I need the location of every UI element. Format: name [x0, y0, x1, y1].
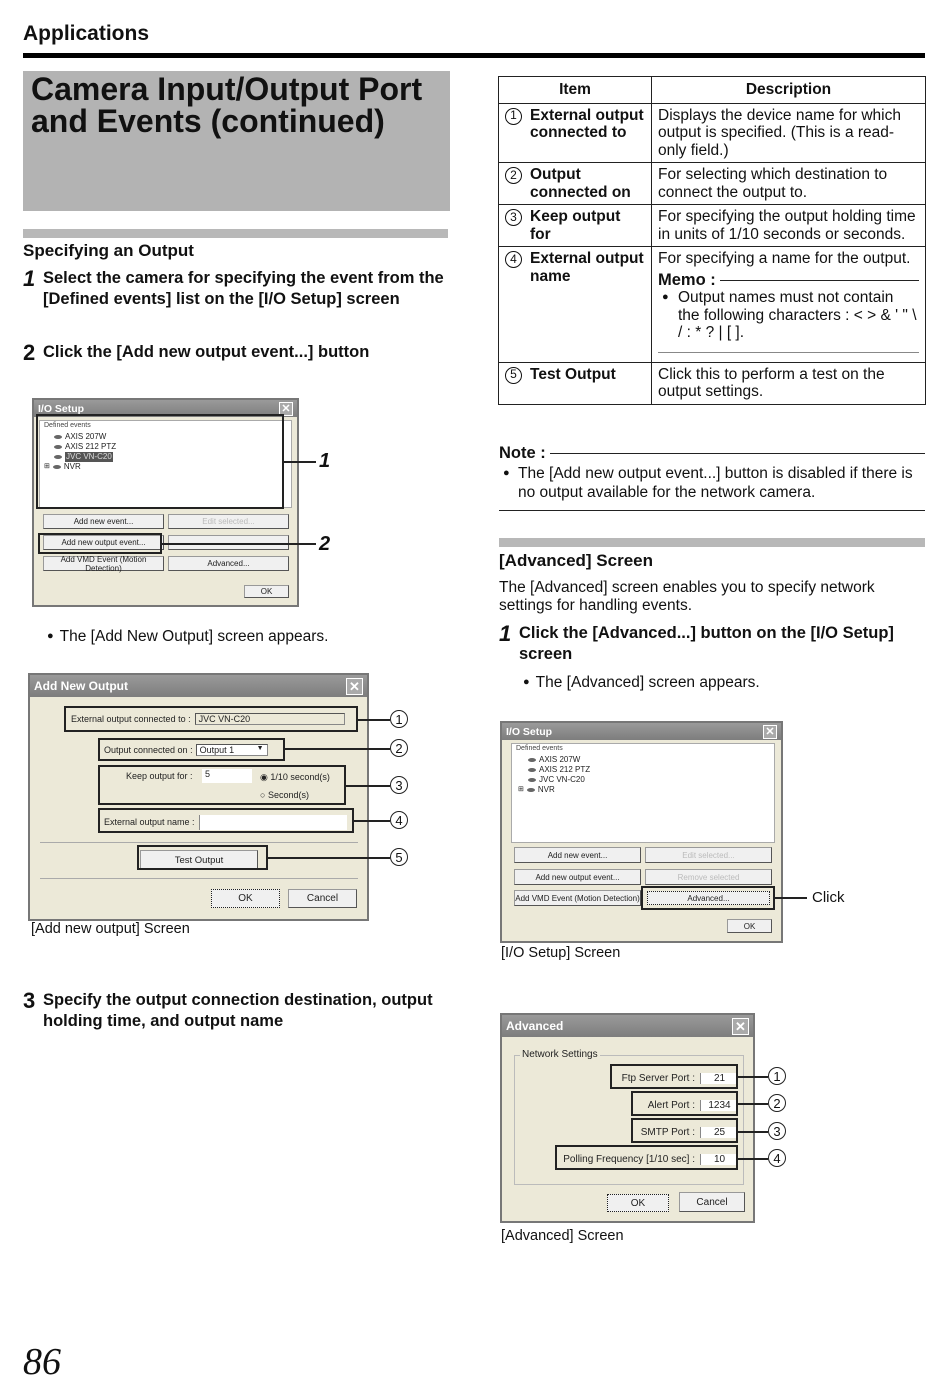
- advanced-button[interactable]: Advanced...: [647, 891, 770, 905]
- click-label: Click: [812, 889, 845, 906]
- select-value: Output 1: [199, 745, 235, 755]
- desc-cell: [652, 247, 926, 363]
- tree-item[interactable]: [528, 765, 770, 775]
- table-row: [499, 163, 926, 205]
- memo-end-rule: [658, 352, 919, 353]
- desc-cell: For selecting which destination to connect the output to.: [652, 163, 926, 205]
- tree-item-label: AXIS 207W: [65, 432, 107, 441]
- callout-circle: 3: [768, 1122, 786, 1140]
- add-output-event-button[interactable]: Add new output event...: [43, 535, 164, 550]
- polling-frequency-input[interactable]: 10: [700, 1154, 738, 1165]
- group-label: Defined events: [44, 422, 91, 429]
- ok-button[interactable]: OK: [244, 585, 289, 598]
- page-title: [31, 73, 442, 137]
- note-bullet: [499, 464, 925, 502]
- step-number: 1: [499, 621, 512, 646]
- callout-frame-4: [555, 1145, 738, 1170]
- callout-frame-1: [64, 706, 358, 732]
- intro-text: The [Advanced] screen enables you to specify network settings for handling events.: [499, 579, 875, 614]
- tree-item-label: JVC VN-C20: [66, 452, 112, 461]
- group-label: Network Settings: [522, 1049, 598, 1060]
- item-number: 5: [505, 367, 522, 384]
- connected-on-label: Output connected on :: [104, 745, 193, 755]
- page-number: 86: [23, 1341, 61, 1383]
- callout-circle: 1: [768, 1067, 786, 1085]
- test-output-button[interactable]: Test Output: [140, 850, 258, 870]
- item-cell: [505, 166, 645, 201]
- field-label: Alert Port :: [647, 1099, 695, 1111]
- callout-line: [285, 748, 390, 750]
- item-label: External output name: [530, 250, 644, 285]
- tree-item[interactable]: [528, 775, 770, 785]
- step-1: [23, 268, 453, 310]
- caption: [Advanced] Screen: [501, 1228, 624, 1244]
- step-number: 3: [23, 988, 36, 1013]
- dialog-title: I/O Setup: [506, 725, 553, 738]
- callout-frame-4: [98, 808, 354, 833]
- step-text: Click the [Add new output event...] button: [43, 343, 370, 361]
- subsection-heading: Specifying an Output: [23, 241, 194, 260]
- callout-circle: 4: [390, 811, 408, 829]
- callout-circle: 2: [768, 1094, 786, 1112]
- item-number: 2: [505, 167, 522, 184]
- callout-circle: 5: [390, 848, 408, 866]
- callout-line: [358, 719, 390, 721]
- dialog-title: Add New Output: [34, 679, 128, 693]
- desc-cell: For specifying the output holding time in units of 1/10 seconds or seconds.: [652, 205, 926, 247]
- desc-cell: Displays the device name for which output is specified. (This is a read-only field.): [652, 103, 926, 163]
- ext-output-label: External output connected to :: [71, 714, 191, 724]
- tree-item[interactable]: [528, 755, 770, 765]
- remove-selected-button[interactable]: Remove selected: [645, 869, 772, 885]
- step-text: Specify the output connection destination, output holding time, and output name: [43, 991, 433, 1030]
- bullet-icon: ●: [662, 291, 669, 303]
- callout-line: [738, 1076, 768, 1078]
- radio-label: 1/10 second(s): [270, 772, 330, 782]
- memo-text: Output names must not contain the following characters : < > & ' " \ / : * ? | [ ].: [678, 289, 917, 341]
- section-divider: [23, 229, 448, 238]
- tree-item-label: JVC VN-C20: [539, 775, 585, 784]
- subsection-heading: [Advanced] Screen: [499, 551, 653, 570]
- close-icon[interactable]: ✕: [732, 1018, 749, 1035]
- callout-frame-3: [98, 765, 346, 805]
- callout-frame-1: [36, 414, 284, 509]
- radio-selected-icon: ◉: [260, 772, 268, 782]
- callout-frame-5: [137, 845, 268, 870]
- title-line-1: Camera Input/Output Port: [31, 71, 423, 107]
- divider: [40, 878, 358, 879]
- close-icon[interactable]: ✕: [763, 725, 777, 739]
- camera-icon: [527, 788, 535, 792]
- callout-line: [268, 857, 390, 859]
- ext-output-name-label: External output name :: [104, 817, 195, 827]
- events-tree: [512, 753, 774, 795]
- callout-number: 2: [319, 533, 331, 555]
- callout-circle: 2: [390, 739, 408, 757]
- note-rule: [550, 453, 925, 454]
- expand-icon[interactable]: ⊞: [518, 786, 524, 793]
- camera-icon: [528, 758, 536, 762]
- dialog-titlebar: [502, 1015, 753, 1037]
- note-title: Note :: [499, 444, 546, 462]
- radio-label: Second(s): [267, 790, 309, 800]
- item-cell: [505, 366, 645, 384]
- callout-circle: 3: [390, 776, 408, 794]
- column-header: Description: [652, 77, 926, 104]
- section-divider: [499, 538, 925, 547]
- add-vmd-button[interactable]: Add VMD Event (Motion Detection): [43, 556, 164, 571]
- tree-item-label: AXIS 207W: [539, 755, 581, 764]
- item-label: External output connected to: [530, 106, 644, 141]
- dialog-titlebar: [30, 675, 367, 697]
- tree-item-label: AXIS 212 PTZ: [65, 442, 117, 451]
- add-vmd-button[interactable]: Add VMD Event (Motion Detection): [514, 890, 641, 906]
- step-text: Select the camera for specifying the event from the [Defined events] list on the [I/O Setup] screen: [43, 269, 444, 308]
- divider: [40, 842, 358, 843]
- bullet-text: ● The [Advanced] screen appears.: [523, 674, 760, 692]
- callout-frame-advanced: [641, 886, 775, 910]
- callout-frame-1: [610, 1064, 738, 1089]
- callout-line: [738, 1158, 768, 1160]
- callout-line: [162, 543, 316, 545]
- callout-circle: 4: [768, 1149, 786, 1167]
- alert-port-input[interactable]: 1234: [700, 1100, 738, 1111]
- smtp-port-input[interactable]: 25: [700, 1127, 738, 1138]
- table-row: [499, 205, 926, 247]
- step-1-advanced: [499, 623, 929, 665]
- header-rule: [23, 53, 925, 58]
- section-header: Applications: [23, 22, 150, 45]
- memo-title: Memo :: [658, 270, 716, 289]
- add-new-event-button[interactable]: Add new event...: [43, 514, 164, 529]
- column-header: Item: [499, 77, 652, 104]
- dialog-title: Advanced: [506, 1019, 564, 1033]
- dialog-titlebar: [502, 723, 781, 740]
- cancel-button[interactable]: Cancel: [288, 889, 357, 908]
- field-label: Ftp Server Port :: [621, 1072, 695, 1084]
- ok-button[interactable]: OK: [727, 919, 772, 933]
- caption: [Add new output] Screen: [31, 921, 190, 937]
- field-label: Polling Frequency [1/10 sec] :: [563, 1153, 695, 1165]
- item-label: Test Output: [530, 365, 616, 383]
- bullet-icon: ●: [503, 467, 510, 479]
- item-cell: [505, 250, 645, 285]
- defined-events-group: [511, 743, 775, 843]
- caption: [I/O Setup] Screen: [501, 945, 621, 961]
- edit-selected-button[interactable]: Edit selected...: [645, 847, 772, 863]
- callout-frame-2: [98, 738, 285, 761]
- callout-line: [738, 1103, 768, 1105]
- table-row: [499, 247, 926, 363]
- callout-number: 1: [319, 450, 331, 472]
- edit-selected-button[interactable]: Edit selected...: [168, 514, 289, 529]
- item-cell: [505, 107, 645, 142]
- ok-button[interactable]: OK: [211, 889, 280, 908]
- callout-frame-2: [38, 533, 162, 554]
- callout-frame-3: [631, 1118, 738, 1143]
- desc-cell: Click this to perform a test on the output settings.: [652, 362, 926, 404]
- note-text: The [Add new output event...] button is disabled if there is no output available for the network camera.: [518, 465, 913, 501]
- callout-line: [354, 820, 390, 822]
- ext-output-field: JVC VN-C20: [195, 713, 345, 725]
- note-header: [499, 444, 925, 463]
- memo-bullet: [662, 289, 919, 342]
- radio-empty-icon: ○: [260, 790, 266, 800]
- tree-item-label: NVR: [63, 462, 81, 471]
- item-cell: [505, 208, 645, 243]
- tree-item[interactable]: [518, 785, 770, 795]
- tree-item-label: NVR: [537, 785, 555, 794]
- tree-item-label: AXIS 212 PTZ: [539, 765, 591, 774]
- camera-icon: [528, 778, 536, 782]
- step-number: 1: [23, 266, 36, 291]
- table-row: [499, 103, 926, 163]
- table-row: [499, 362, 926, 404]
- step-text: Click the [Advanced...] button on the [I/O Setup] screen: [519, 624, 894, 663]
- keep-output-input[interactable]: 5: [202, 769, 252, 783]
- cancel-button[interactable]: Cancel: [679, 1192, 745, 1212]
- step-2: [23, 342, 453, 363]
- callout-line: [738, 1131, 768, 1133]
- callout-line: [284, 461, 316, 463]
- memo-header: [658, 272, 919, 290]
- callout-line: [775, 897, 807, 899]
- title-box: [23, 71, 450, 211]
- title-line-2: and Events (continued): [31, 103, 385, 139]
- memo-rule: [720, 280, 919, 281]
- ok-button[interactable]: OK: [607, 1194, 669, 1212]
- item-number: 1: [505, 108, 522, 125]
- group-label: Defined events: [516, 745, 563, 752]
- desc-text: For specifying a name for the output.: [658, 250, 911, 267]
- item-label: Keep output for: [530, 208, 621, 243]
- close-icon[interactable]: ✕: [279, 402, 293, 416]
- add-output-event-button[interactable]: Add new output event...: [514, 869, 641, 885]
- chevron-down-icon[interactable]: ▼: [256, 745, 264, 752]
- callout-circle: 1: [390, 710, 408, 728]
- item-number: 3: [505, 209, 522, 226]
- camera-icon: [528, 768, 536, 772]
- table-header-row: [499, 77, 926, 104]
- dialog-title: I/O Setup: [38, 402, 85, 415]
- bullet-text: ● The [Add New Output] screen appears.: [47, 628, 328, 646]
- callout-frame-2: [631, 1091, 738, 1116]
- note-end-rule: [499, 510, 925, 511]
- step-number: 2: [23, 340, 36, 365]
- note-block: [499, 444, 925, 502]
- keep-output-label: Keep output for :: [126, 771, 193, 781]
- advanced-button[interactable]: Advanced...: [168, 556, 289, 571]
- item-label: Output connected on: [530, 166, 631, 201]
- close-icon[interactable]: ✕: [346, 678, 363, 695]
- expand-icon[interactable]: ⊞: [44, 463, 50, 470]
- item-number: 4: [505, 251, 522, 268]
- step-3: [23, 990, 453, 1032]
- add-new-event-button[interactable]: Add new event...: [514, 847, 641, 863]
- ftp-port-input[interactable]: 21: [700, 1073, 738, 1084]
- description-table: [498, 76, 926, 405]
- field-label: SMTP Port :: [640, 1126, 695, 1138]
- callout-line: [346, 785, 390, 787]
